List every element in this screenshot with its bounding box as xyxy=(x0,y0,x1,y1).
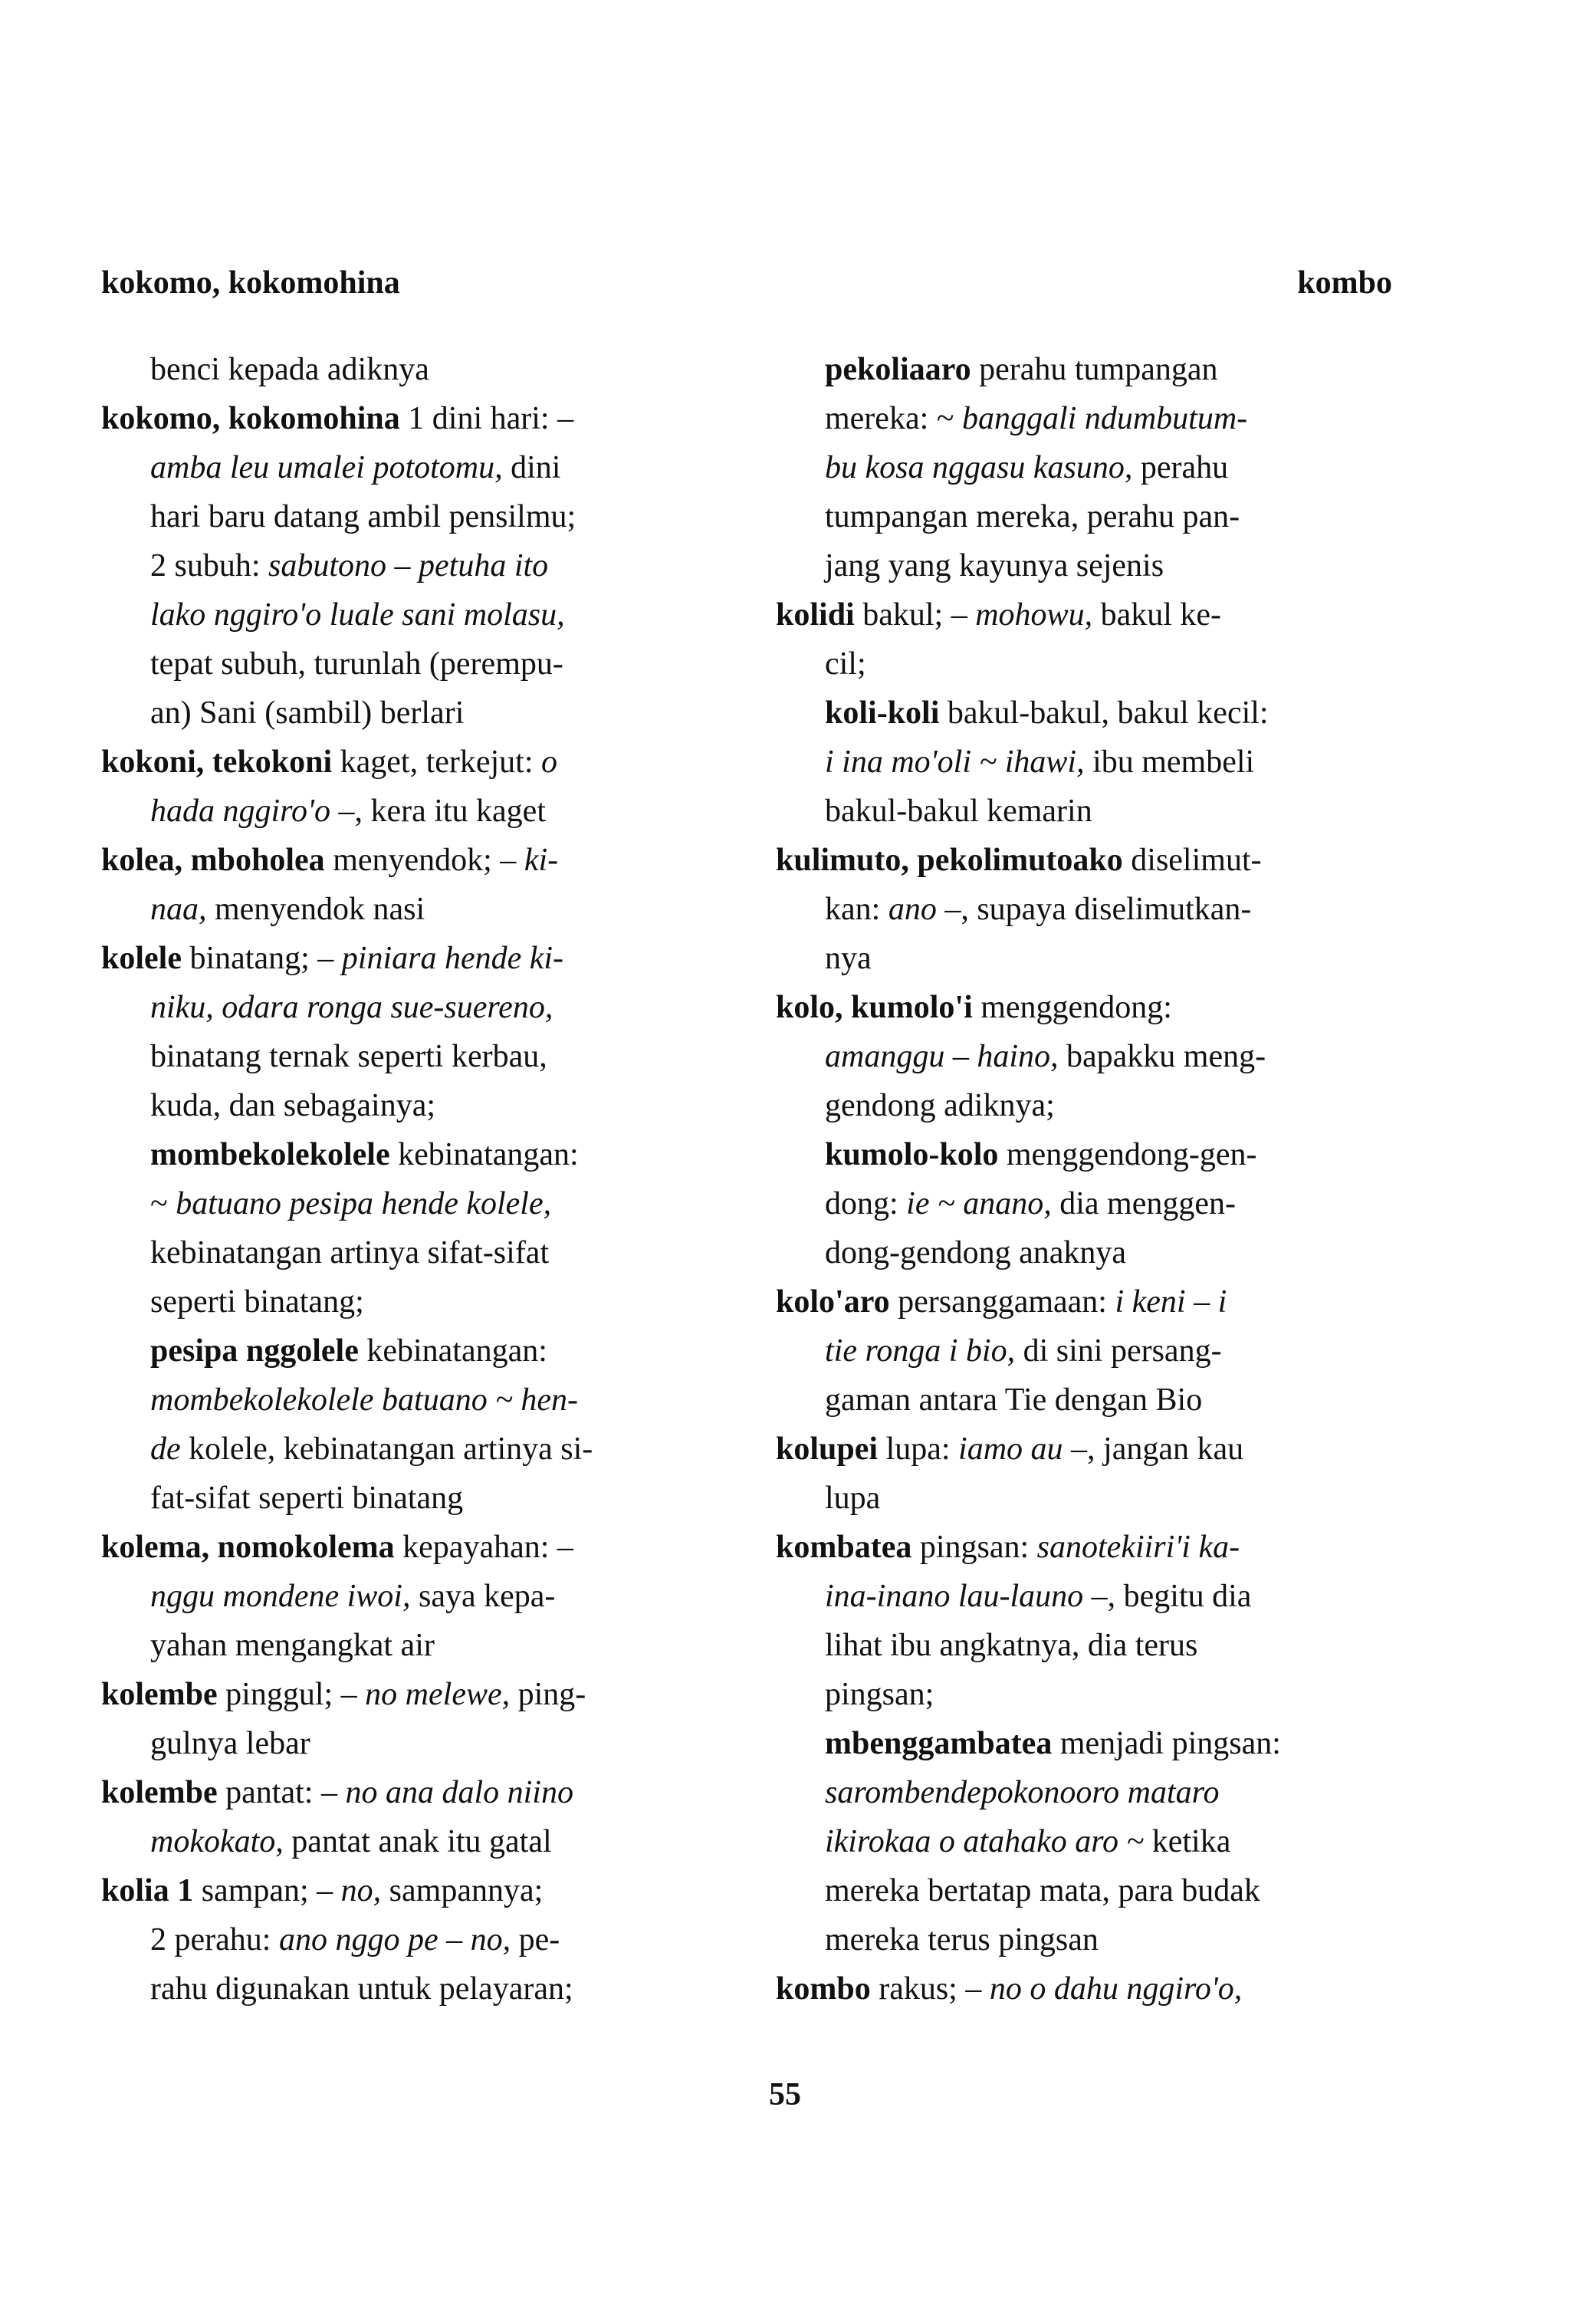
definition-text: dong-gendong anaknya xyxy=(825,1235,1127,1270)
entry-continuation-line xyxy=(776,1228,1420,1277)
entry-continuation-line xyxy=(776,1572,1420,1621)
definition-text: dong: xyxy=(825,1186,907,1221)
example-text: piniara hende ki- xyxy=(341,941,564,976)
entry-continuation-line xyxy=(101,1915,745,1964)
example-text: mombekolekolele batuano ~ hen- xyxy=(150,1382,579,1418)
entry-headword-line xyxy=(776,1964,1420,2013)
definition-text: yahan mengangkat air xyxy=(150,1628,435,1663)
entry-headword-line xyxy=(101,1768,745,1817)
entry-headword-line xyxy=(101,738,745,787)
headword: kolea, mboholea xyxy=(101,843,325,878)
entry-continuation-line xyxy=(776,1326,1420,1376)
definition-text: mereka bertatap mata, para budak xyxy=(825,1873,1260,1908)
entry-headword-line xyxy=(776,1277,1420,1326)
entry-continuation-line xyxy=(101,1081,745,1130)
example-text: tie ronga i bio, xyxy=(825,1333,1016,1369)
headword: kombatea xyxy=(776,1530,912,1565)
entry-continuation-line xyxy=(101,1179,745,1228)
definition-text: lupa: xyxy=(878,1432,959,1467)
entry-continuation-line xyxy=(776,1817,1420,1866)
headword: pesipa nggolele xyxy=(150,1333,359,1369)
definition-text: bakul-bakul, bakul kecil: xyxy=(939,695,1269,731)
definition-text: sampannya; xyxy=(381,1873,544,1908)
definition-text: bakul ke- xyxy=(1092,597,1222,633)
entry-continuation-line xyxy=(101,1621,745,1670)
entry-headword-line xyxy=(776,1523,1420,1572)
example-text: mokokato, xyxy=(150,1824,284,1859)
entry-continuation-line xyxy=(776,934,1420,983)
definition-text: kan: xyxy=(825,892,888,927)
definition-text: benci kepada adiknya xyxy=(150,352,429,387)
example-text: banggali ndumbutum- xyxy=(961,401,1248,436)
headword: koli-koli xyxy=(825,695,940,731)
example-text: ikirokaa o atahako aro ~ xyxy=(825,1824,1145,1859)
definition-text: diselimut- xyxy=(1122,843,1262,878)
example-text: naa, xyxy=(150,892,207,927)
definition-text: an) Sani (sambil) berlari xyxy=(150,695,465,731)
page-number: 55 xyxy=(769,2077,801,2112)
headword: mombekolekolele xyxy=(150,1137,390,1172)
headword: kombo xyxy=(776,1971,871,2007)
definition-text: seperti binatang; xyxy=(150,1284,364,1320)
example-text: hada nggiro'o xyxy=(150,794,330,829)
example-text: no ana dalo niino xyxy=(345,1775,573,1810)
definition-text: lihat ibu angkatnya, dia terus xyxy=(825,1628,1198,1663)
entry-headword-line xyxy=(101,1866,745,1915)
example-text: nggu mondene iwoi, xyxy=(150,1579,411,1614)
entry-continuation-line xyxy=(101,443,745,492)
example-text: sarombendepokonooro mataro xyxy=(825,1775,1220,1810)
definition-text: bapakku meng- xyxy=(1058,1039,1266,1074)
definition-text: di sini persang- xyxy=(1015,1333,1222,1369)
definition-text: dini xyxy=(502,450,561,485)
running-head-left: kokomo, kokomohina xyxy=(101,265,400,301)
headword: kolupei xyxy=(776,1432,879,1467)
headword: kolembe xyxy=(101,1775,218,1810)
example-text: sabutono – petuha ito xyxy=(268,548,549,583)
entry-continuation-line xyxy=(776,541,1420,590)
example-text: amba leu umalei pototomu, xyxy=(150,450,503,485)
definition-text: gendong adiknya; xyxy=(825,1088,1055,1123)
example-text: ano xyxy=(888,892,937,927)
example-text: sanotekiiri'i ka- xyxy=(1036,1530,1240,1565)
definition-text: menggendong-gen- xyxy=(998,1137,1257,1172)
example-text: o xyxy=(541,745,558,780)
entry-continuation-line xyxy=(776,885,1420,934)
entry-continuation-line xyxy=(101,1228,745,1277)
entry-continuation-line xyxy=(776,1621,1420,1670)
definition-text: pantat: – xyxy=(217,1775,346,1810)
entry-headword-line xyxy=(101,1670,745,1719)
entry-headword-line xyxy=(776,590,1420,639)
example-text: de xyxy=(150,1432,181,1467)
definition-text: binatang ternak seperti kerbau, xyxy=(150,1039,547,1074)
entry-continuation-line xyxy=(101,885,745,934)
entry-continuation-line xyxy=(101,639,745,689)
definition-text: pingsan; xyxy=(825,1677,934,1712)
definition-text: perahu xyxy=(1132,450,1229,485)
entry-continuation-line xyxy=(101,345,745,394)
definition-text: ketika xyxy=(1144,1824,1231,1859)
entry-continuation-line xyxy=(101,541,745,590)
entry-continuation-line xyxy=(776,1130,1420,1179)
headword: kumolo-kolo xyxy=(825,1137,999,1172)
entry-continuation-line xyxy=(776,1866,1420,1915)
headword: kolidi xyxy=(776,597,855,633)
definition-text: kebinatangan artinya sifat-sifat xyxy=(150,1235,550,1270)
definition-text: gaman antara Tie dengan Bio xyxy=(825,1382,1203,1418)
definition-text: 2 perahu: xyxy=(150,1922,279,1957)
example-text: no, xyxy=(340,1873,382,1908)
definition-text: kuda, dan sebagainya; xyxy=(150,1088,436,1123)
example-text: no melewe, xyxy=(365,1677,511,1712)
definition-text: kebinatangan: xyxy=(358,1333,547,1369)
definition-text: kolele, kebinatangan artinya si- xyxy=(180,1432,593,1467)
entry-continuation-line xyxy=(101,1130,745,1179)
definition-text: menyendok; – xyxy=(324,843,524,878)
definition-text: mereka terus pingsan xyxy=(825,1922,1099,1957)
entry-continuation-line xyxy=(101,492,745,541)
definition-text: –, begitu dia xyxy=(1083,1579,1252,1614)
definition-text: pantat anak itu gatal xyxy=(283,1824,552,1859)
definition-text: cil; xyxy=(825,646,866,682)
example-text: iamo au xyxy=(958,1432,1063,1467)
definition-text: ~ xyxy=(150,1186,176,1221)
definition-text: pingsan: xyxy=(911,1530,1037,1565)
definition-text: saya kepa- xyxy=(410,1579,556,1614)
definition-text: mereka: ~ xyxy=(825,401,962,436)
definition-text: rahu digunakan untuk pelayaran; xyxy=(150,1971,573,2007)
entry-continuation-line xyxy=(776,1474,1420,1523)
definition-text: sampan; – xyxy=(193,1873,341,1908)
definition-text: tumpangan mereka, perahu pan- xyxy=(825,499,1240,534)
definition-text: nya xyxy=(825,941,872,976)
example-text: ki- xyxy=(524,843,559,878)
entry-continuation-line xyxy=(101,1474,745,1523)
definition-text: persanggamaan: xyxy=(889,1284,1115,1320)
entry-continuation-line xyxy=(101,1326,745,1376)
example-text: mohowu, xyxy=(975,597,1093,633)
definition-text: bakul; – xyxy=(854,597,976,633)
example-text: ano nggo pe – no, xyxy=(278,1922,511,1957)
headword: kokomo, kokomohina xyxy=(101,401,400,436)
entry-headword-line xyxy=(101,1523,745,1572)
headword: kokoni, tekokoni xyxy=(101,745,333,780)
entry-continuation-line xyxy=(101,1032,745,1081)
entry-continuation-line xyxy=(101,590,745,639)
headword: kolo, kumolo'i xyxy=(776,990,973,1025)
definition-text: gulnya lebar xyxy=(150,1726,310,1761)
definition-text: binatang; – xyxy=(181,941,342,976)
headword: pekoliaaro xyxy=(825,352,971,387)
definition-text: tepat subuh, turunlah (perempu- xyxy=(150,646,563,682)
entry-continuation-line xyxy=(776,1768,1420,1817)
definition-text: 2 subuh: xyxy=(150,548,269,583)
definition-text: lupa xyxy=(825,1481,881,1516)
right-column xyxy=(776,345,1420,2013)
entry-continuation-line xyxy=(101,1425,745,1474)
running-head-right: kombo xyxy=(1297,265,1392,301)
example-text: no o dahu nggiro'o, xyxy=(989,1971,1243,2007)
headword: mbenggambatea xyxy=(825,1726,1053,1761)
example-text: i keni – i xyxy=(1115,1284,1227,1320)
example-text: lako nggiro'o luale sani molasu, xyxy=(150,597,565,633)
headword: kolia 1 xyxy=(101,1873,194,1908)
definition-text: –, kera itu kaget xyxy=(330,794,546,829)
example-text: ie ~ anano, xyxy=(906,1186,1052,1221)
definition-text: menyendok nasi xyxy=(206,892,425,927)
entry-continuation-line xyxy=(101,1817,745,1866)
entry-continuation-line xyxy=(776,1915,1420,1964)
entry-continuation-line xyxy=(776,492,1420,541)
entry-continuation-line xyxy=(776,1670,1420,1719)
entry-continuation-line xyxy=(776,1719,1420,1768)
entry-continuation-line xyxy=(101,787,745,836)
entry-headword-line xyxy=(776,1425,1420,1474)
headword: kulimuto, pekolimutoako xyxy=(776,843,1123,878)
definition-text: ibu membeli xyxy=(1084,745,1255,780)
left-column xyxy=(101,345,745,2013)
example-text: bu kosa nggasu kasuno, xyxy=(825,450,1133,485)
entry-headword-line xyxy=(101,394,745,443)
entry-continuation-line xyxy=(776,394,1420,443)
entry-headword-line xyxy=(776,836,1420,885)
entry-continuation-line xyxy=(776,689,1420,738)
definition-text: kaget, terkejut: xyxy=(332,745,542,780)
entry-continuation-line xyxy=(776,738,1420,787)
entry-continuation-line xyxy=(101,983,745,1032)
definition-text: hari baru datang ambil pensilmu; xyxy=(150,499,576,534)
entry-continuation-line xyxy=(776,1081,1420,1130)
definition-text: rakus; – xyxy=(870,1971,990,2007)
entry-continuation-line xyxy=(101,1277,745,1326)
entry-continuation-line xyxy=(776,1179,1420,1228)
definition-text: menggendong: xyxy=(972,990,1172,1025)
headword: kolema, nomokolema xyxy=(101,1530,395,1565)
definition-text: ping- xyxy=(510,1677,586,1712)
definition-text: jang yang kayunya sejenis xyxy=(825,548,1164,583)
definition-text: –, jangan kau xyxy=(1063,1432,1244,1467)
definition-text: kebinatangan: xyxy=(389,1137,579,1172)
entry-headword-line xyxy=(101,836,745,885)
definition-text: menjadi pingsan: xyxy=(1052,1726,1281,1761)
example-text: amanggu – haino, xyxy=(825,1039,1059,1074)
example-text: niku, odara ronga sue-suereno, xyxy=(150,990,553,1025)
entry-continuation-line xyxy=(776,1032,1420,1081)
definition-text: –, supaya diselimutkan- xyxy=(936,892,1252,927)
entry-continuation-line xyxy=(776,787,1420,836)
headword: kolo'aro xyxy=(776,1284,890,1320)
definition-text: perahu tumpangan xyxy=(971,352,1218,387)
definition-text: fat-sifat seperti binatang xyxy=(150,1481,464,1516)
entry-headword-line xyxy=(101,934,745,983)
entry-continuation-line xyxy=(101,1719,745,1768)
definition-text: bakul-bakul kemarin xyxy=(825,794,1092,829)
definition-text: dia menggen- xyxy=(1051,1186,1236,1221)
entry-continuation-line xyxy=(101,689,745,738)
definition-text: pe- xyxy=(511,1922,560,1957)
definition-text: pinggul; – xyxy=(217,1677,366,1712)
definition-text: kepayahan: – xyxy=(394,1530,573,1565)
headword: kolele xyxy=(101,941,182,976)
entry-continuation-line xyxy=(776,639,1420,689)
example-text: batuano pesipa hende kolele, xyxy=(176,1186,552,1221)
entry-continuation-line xyxy=(776,1376,1420,1425)
entry-continuation-line xyxy=(101,1964,745,2013)
entry-continuation-line xyxy=(776,345,1420,394)
headword: kolembe xyxy=(101,1677,218,1712)
entry-continuation-line xyxy=(101,1572,745,1621)
entry-headword-line xyxy=(776,983,1420,1032)
example-text: i ina mo'oli ~ ihawi, xyxy=(825,745,1085,780)
definition-text: 1 dini hari: – xyxy=(399,401,574,436)
example-text: ina-inano lau-launo xyxy=(825,1579,1084,1614)
entry-continuation-line xyxy=(776,443,1420,492)
entry-continuation-line xyxy=(101,1376,745,1425)
